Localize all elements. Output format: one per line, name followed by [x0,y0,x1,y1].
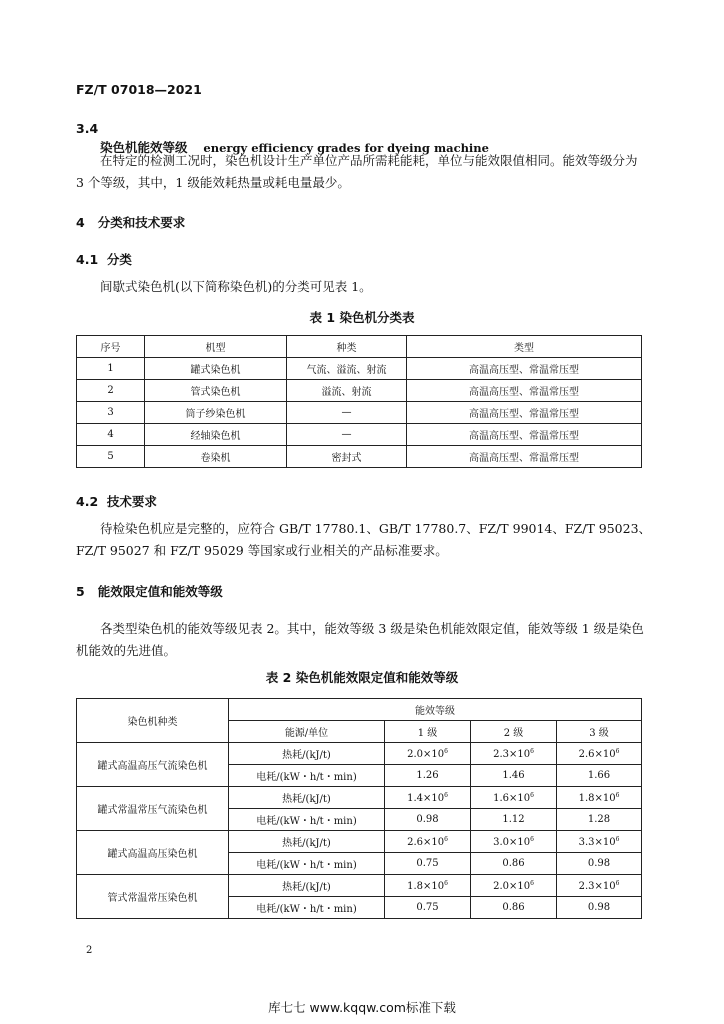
section-3-4-para-line2: 3 个等级，其中，1 级能效耗热量或耗电量最少。 [76,175,350,190]
term-cn: 染色机能效等级 [100,140,188,155]
heat-value: 1.4×10 [407,792,445,804]
heat-value: 1.8×10 [407,880,445,892]
table2-caption: 表 2 染色机能效限定值和能效等级 [265,670,459,685]
exponent: 6 [615,835,620,843]
table-cell: 1.66 [557,765,642,787]
exponent: 6 [615,879,620,887]
exponent: 6 [444,747,448,755]
table-row [77,358,642,380]
table-row [77,875,642,897]
table-cell: 高温高压型、常温常压型 [407,380,642,402]
table-cell: 1.46 [471,765,557,787]
table-cell: 电耗/(kW・h/t・min) [229,809,385,831]
efficiency-grade-table [76,698,642,919]
table-header-cell: 类型 [407,336,642,358]
table-cell: 筒子纱染色机 [145,402,287,424]
table-row [77,787,642,809]
heat-value: 1.6×10 [493,792,531,804]
table-cell: 电耗/(kW・h/t・min) [229,853,385,875]
table-cell: 2 [77,380,145,402]
table-cell: 热耗/(kJ/t) [229,743,385,765]
section-3-4-number: 3.4 [76,121,99,136]
table-header-cell: 能源/单位 [229,721,385,743]
section-4-number: 4 [76,215,85,230]
table-cell: 高温高压型、常温常压型 [407,402,642,424]
table-cell [557,787,642,809]
exponent: 6 [444,835,448,843]
section-4-2-number: 4.2 [76,494,99,509]
table-cell [471,787,557,809]
table-cell: 罐式染色机 [145,358,287,380]
exponent: 6 [530,879,534,887]
heat-value: 2.3×10 [578,880,616,892]
table-cell: 卷染机 [145,446,287,468]
table-cell: 0.86 [471,897,557,919]
table-cell: 0.98 [385,809,471,831]
table-header-cell: 种类 [287,336,407,358]
table-cell: 热耗/(kJ/t) [229,787,385,809]
section-5-para-line1: 各类型染色机的能效等级见表 2。其中，能效等级 3 级是染色机能效限定值，能效等级 1 级是染色 [100,621,644,636]
standard-code-header: FZ/T 07018—2021 [76,82,202,97]
section-4-1-title: 分类 [106,252,132,267]
table-cell: — [287,402,407,424]
heat-value: 2.6×10 [407,836,445,848]
heat-value: 3.3×10 [578,836,616,848]
exponent: 6 [615,791,620,799]
heat-value: 1.8×10 [578,792,616,804]
classification-table [76,335,642,468]
table-row [77,446,642,468]
section-4-2-para-line1: 待检染色机应是完整的，应符合 GB/T 17780.1、GB/T 17780.7、FZ/T 99014、FZ/T 95023、 [100,521,652,536]
table-cell [385,743,471,765]
section-5-number: 5 [76,584,85,599]
table-cell [557,875,642,897]
table-cell [385,831,471,853]
table-cell: 电耗/(kW・h/t・min) [229,765,385,787]
table-header-cell: 能效等级 [229,699,642,721]
table-row [77,402,642,424]
section-3-4-para-line1: 在特定的检测工况时，染色机设计生产单位产品所需耗能耗，单位与能效限值相同。能效等级分为 [100,153,638,168]
table-header-cell: 染色机种类 [77,699,229,743]
section-5-para-line2: 机能效的先进值。 [76,643,177,658]
table-cell [471,743,557,765]
table-cell: 3 [77,402,145,424]
table-header-cell: 3 级 [557,721,642,743]
table-cell: 管式染色机 [145,380,287,402]
heat-value: 2.0×10 [407,748,445,760]
table-cell: 4 [77,424,145,446]
table-cell: 经轴染色机 [145,424,287,446]
exponent: 6 [444,879,448,887]
heat-value: 2.6×10 [578,748,616,760]
table-cell: 高温高压型、常温常压型 [407,424,642,446]
footer-watermark: 库七七 www.kqqw.com标准下载 [268,1000,456,1015]
table-cell: 高温高压型、常温常压型 [407,358,642,380]
table-header-row [77,699,642,721]
section-4-1-para: 间歇式染色机(以下简称染色机)的分类可见表 1。 [100,279,372,294]
term-en: energy efficiency grades for dyeing machine [203,141,489,155]
section-4-2-title: 技术要求 [106,494,157,509]
section-4-title: 分类和技术要求 [97,215,186,230]
table-header-row [77,336,642,358]
table-row [77,380,642,402]
table-cell [385,787,471,809]
table-cell: 0.86 [471,853,557,875]
table-cell: 1.26 [385,765,471,787]
table-cell: 溢流、射流 [287,380,407,402]
section-4-2-heading [76,492,157,510]
table-row [77,831,642,853]
table-cell: 5 [77,446,145,468]
exponent: 6 [530,835,534,843]
table-cell: 电耗/(kW・h/t・min) [229,897,385,919]
table-cell: 1.12 [471,809,557,831]
table-cell: 气流、溢流、射流 [287,358,407,380]
table-cell: 1 [77,358,145,380]
table-cell: 热耗/(kJ/t) [229,831,385,853]
table-row [77,743,642,765]
heat-value: 2.0×10 [493,880,531,892]
table-cell: 热耗/(kJ/t) [229,875,385,897]
heat-value: 2.3×10 [493,748,531,760]
table-cell: 0.98 [557,853,642,875]
table-cell [385,875,471,897]
table-cell [557,743,642,765]
section-4-1-heading [76,250,132,268]
exponent: 6 [615,747,620,755]
section-4-2-para-line2: FZ/T 95027 和 FZ/T 95029 等国家或行业相关的产品标准要求。 [76,543,448,558]
machine-name-cell: 罐式高温高压染色机 [77,831,229,875]
table-cell [471,875,557,897]
table1-caption: 表 1 染色机分类表 [309,310,415,325]
table-cell: 1.28 [557,809,642,831]
section-4-heading [76,213,185,231]
exponent: 6 [530,791,534,799]
page-number: 2 [86,945,93,956]
exponent: 6 [530,747,534,755]
table-cell: 密封式 [287,446,407,468]
table-header-cell: 1 级 [385,721,471,743]
table-cell: 0.75 [385,853,471,875]
exponent: 6 [444,791,448,799]
table-header-cell: 序号 [77,336,145,358]
table-cell: 高温高压型、常温常压型 [407,446,642,468]
table-cell: — [287,424,407,446]
machine-name-cell: 罐式高温高压气流染色机 [77,743,229,787]
section-5-title: 能效限定值和能效等级 [97,584,223,599]
table-row [77,424,642,446]
table-cell: 0.75 [385,897,471,919]
table-header-cell: 2 级 [471,721,557,743]
section-5-heading [76,582,223,600]
machine-name-cell: 罐式常温常压气流染色机 [77,787,229,831]
table-cell [471,831,557,853]
section-4-1-number: 4.1 [76,252,99,267]
machine-name-cell: 管式常温常压染色机 [77,875,229,919]
table-header-cell: 机型 [145,336,287,358]
table-cell: 0.98 [557,897,642,919]
table-cell [557,831,642,853]
heat-value: 3.0×10 [493,836,531,848]
